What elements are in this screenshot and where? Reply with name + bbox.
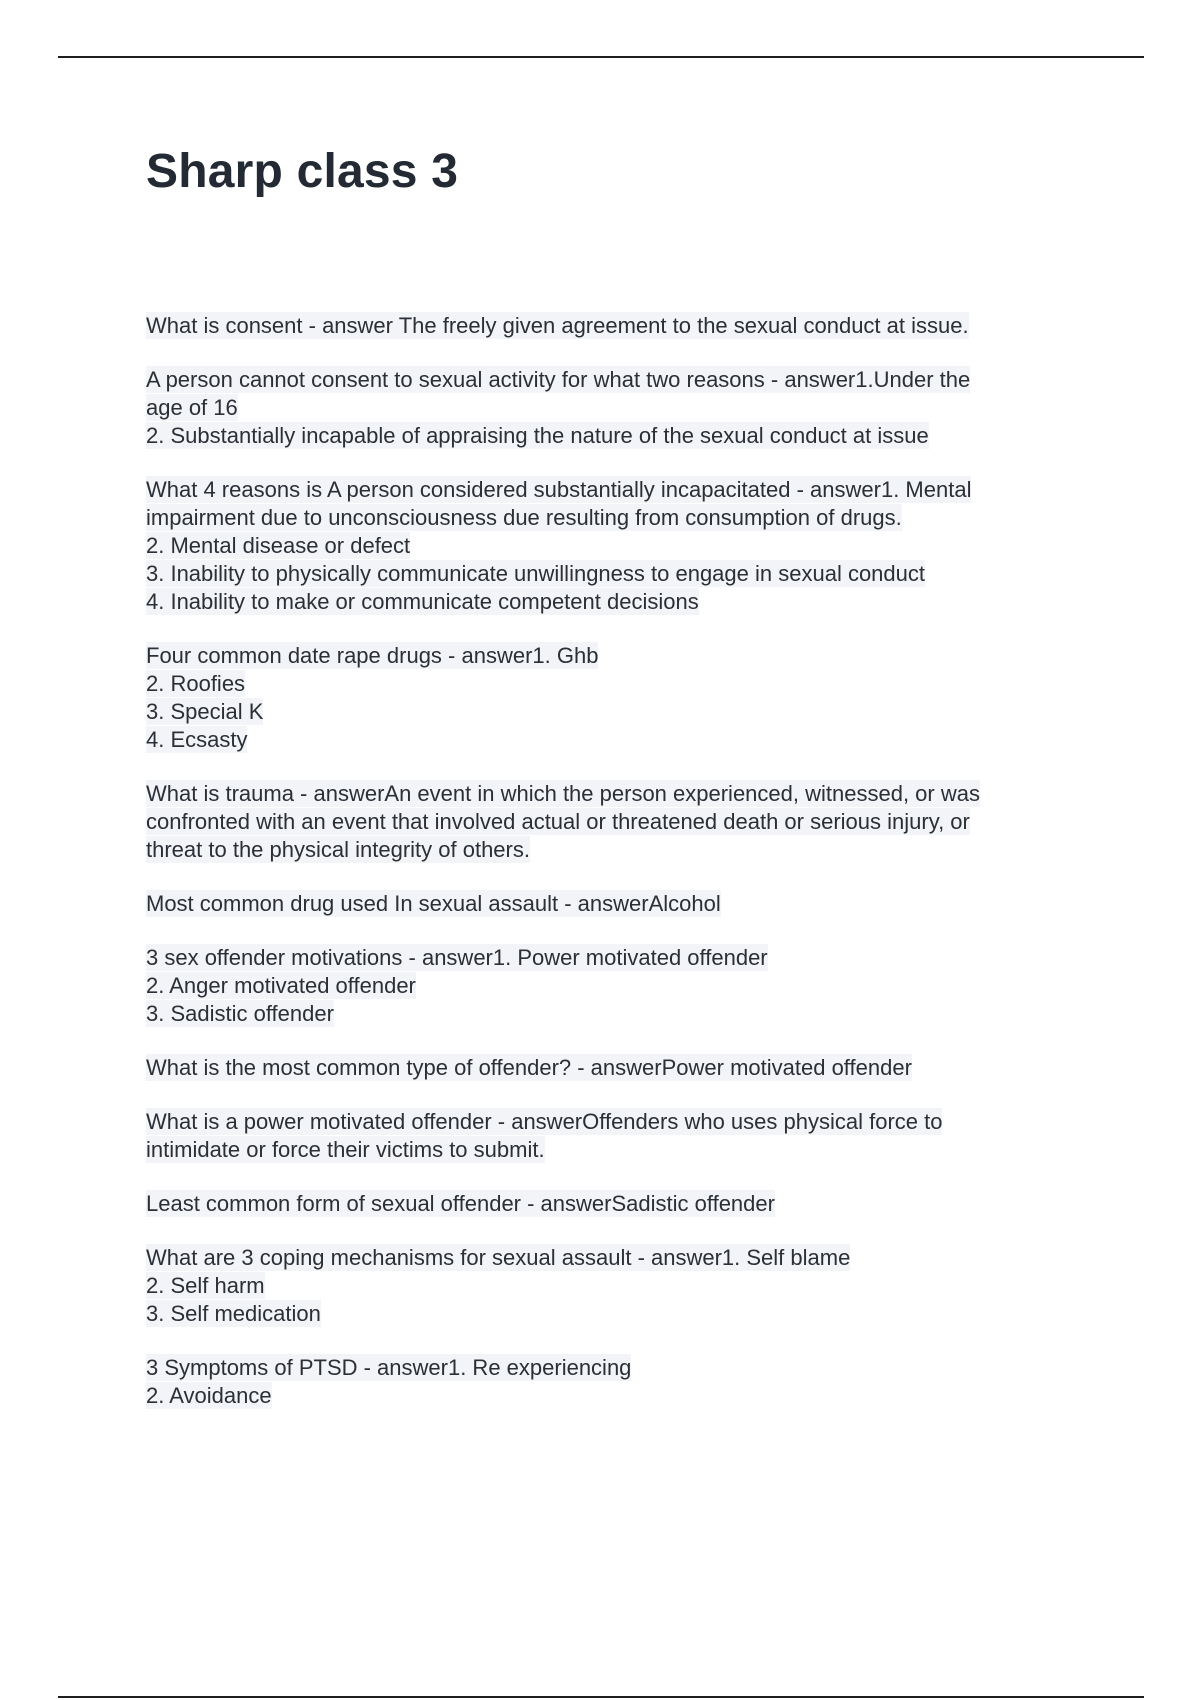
- qa-item: [146, 890, 1076, 918]
- qa-line: 3 Symptoms of PTSD - answer1. Re experiencing: [146, 1355, 632, 1380]
- qa-item: [146, 476, 1076, 616]
- qa-line: 3 sex offender motivations - answer1. Power motivated offender: [146, 945, 768, 970]
- qa-line: confronted with an event that involved actual or threatened death or serious injury, or: [146, 809, 970, 834]
- top-divider: [58, 56, 1144, 58]
- qa-line: Most common drug used In sexual assault - answerAlcohol: [146, 891, 721, 916]
- qa-line: 2. Roofies: [146, 671, 246, 696]
- qa-line: 2. Anger motivated offender: [146, 973, 416, 998]
- qa-item: [146, 1108, 1076, 1164]
- qa-line: 4. Ecsasty: [146, 727, 248, 752]
- qa-item: [146, 366, 1076, 450]
- qa-item: [146, 642, 1076, 754]
- qa-line: impairment due to unconsciousness due resulting from consumption of drugs.: [146, 505, 902, 530]
- qa-item: [146, 312, 1076, 340]
- qa-item: [146, 1190, 1076, 1218]
- qa-item: [146, 1354, 1076, 1410]
- qa-line: What is trauma - answerAn event in which the person experienced, witnessed, or was: [146, 781, 980, 806]
- page-title: Sharp class 3: [146, 145, 459, 198]
- qa-item: [146, 944, 1076, 1028]
- qa-line: 2. Mental disease or defect: [146, 533, 411, 558]
- qa-line: What 4 reasons is A person considered substantially incapacitated - answer1. Mental: [146, 477, 972, 502]
- qa-line: What is a power motivated offender - answerOffenders who uses physical force to: [146, 1109, 943, 1134]
- bottom-divider: [58, 1696, 1144, 1698]
- qa-line: 3. Self medication: [146, 1301, 321, 1326]
- qa-line: A person cannot consent to sexual activity for what two reasons - answer1.Under the: [146, 367, 971, 392]
- qa-line: 3. Sadistic offender: [146, 1001, 334, 1026]
- qa-line: What is the most common type of offender? - answerPower motivated offender: [146, 1055, 912, 1080]
- qa-line: age of 16: [146, 395, 238, 420]
- qa-line: Four common date rape drugs - answer1. Ghb: [146, 643, 599, 668]
- qa-line: 3. Inability to physically communicate unwillingness to engage in sexual conduct: [146, 561, 925, 586]
- qa-line: intimidate or force their victims to submit.: [146, 1137, 545, 1162]
- qa-line: 2. Self harm: [146, 1273, 265, 1298]
- qa-line: What is consent - answer The freely given agreement to the sexual conduct at issue.: [146, 313, 969, 338]
- qa-item: [146, 1054, 1076, 1082]
- qa-item: [146, 1244, 1076, 1328]
- qa-item: [146, 780, 1076, 864]
- qa-line: 2. Avoidance: [146, 1383, 272, 1408]
- qa-line: threat to the physical integrity of others.: [146, 837, 530, 862]
- qa-line: 4. Inability to make or communicate competent decisions: [146, 589, 699, 614]
- qa-list: [146, 312, 1076, 1436]
- qa-line: What are 3 coping mechanisms for sexual assault - answer1. Self blame: [146, 1245, 851, 1270]
- qa-line: Least common form of sexual offender - answerSadistic offender: [146, 1191, 775, 1216]
- qa-line: 2. Substantially incapable of appraising the nature of the sexual conduct at issue: [146, 423, 929, 448]
- qa-line: 3. Special K: [146, 699, 264, 724]
